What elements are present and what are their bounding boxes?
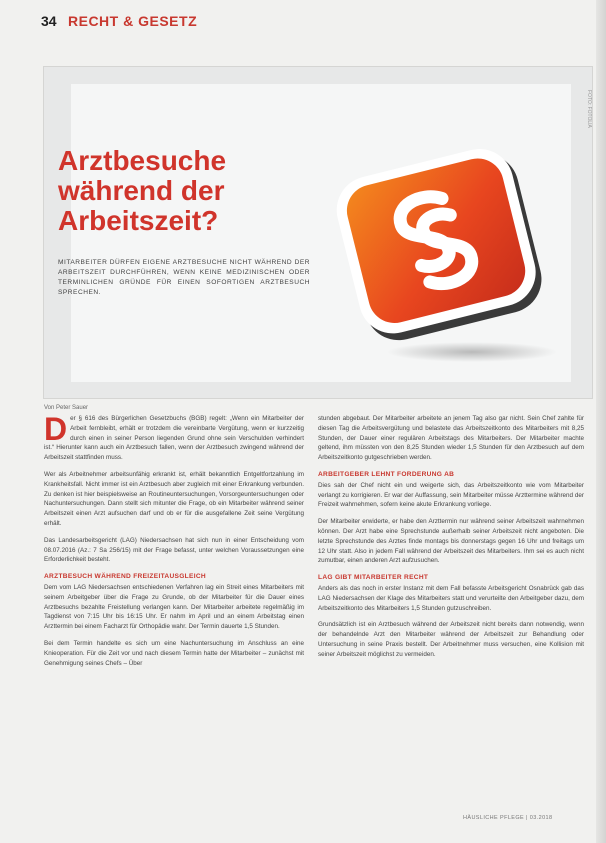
paragraph: Dem vom LAG Niedersachsen entschiedenen Verfahren lag ein Streit eines Mitarbeiters mit seinem Arbeitgeber über die Frage zu Grunde, ob der Mitarbeiter für die Dauer eines Arztbesuchs bezahlte Freistellung verlangen kann. Der Mitarbeiter arbeitete regelmäßig im Tagdienst von 7:15 Uhr bis 16:15 Uhr. Er nahm im April und an einem Arbeitstag einen Arzttermin bei einem Facharzt für Orthopädie wahr. Der Termin dauerte 1,5 Stunden. — [44, 583, 304, 631]
byline: Von Peter Sauer — [44, 405, 89, 411]
paragraph: Wer als Arbeitnehmer arbeitsunfähig erkrankt ist, erhält bekanntlich Entgeltfortzahlung im Krankheitsfall. Nicht immer ist ein Arztbesuch aber zugleich mit einer Erkrankung verbunden. Zu denken ist hier beispielsweise an Routineuntersuchungen, Vorsorgeuntersuchungen oder Nachuntersuchungen. Dann stellt sich mitunter die Frage, ob ein Mitarbeiter während seiner Arbeitszeit einen Arzt aufsuchen darf und ob er für die ausgefallene Zeit seine Vergütung erhält. — [44, 470, 304, 527]
page-edge — [596, 0, 606, 843]
article-title: Arztbesuche während der Arbeitszeit? — [58, 145, 227, 236]
page-number: 34 — [41, 13, 57, 29]
article-column-right — [318, 414, 584, 667]
article-lead: MITARBEITER DÜRFEN EIGENE ARZTBESUCHE NICHT WÄHREND DER ARBEITSZEIT DURCHFÜHREN, WENN KEINE MEDIZINISCHEN ODER TERMINLICHEN GRÜNDE FÜR EINEN SOFORTIGEN ARZTBESUCH SPRECHEN. — [58, 259, 310, 296]
photo-credit: FOTO: FOTOLIA — [586, 90, 592, 128]
page-footer: HÄUSLICHE PFLEGE | 03.2018 — [463, 815, 553, 821]
section-title: RECHT & GESETZ — [68, 13, 198, 29]
article-column-left — [44, 411, 304, 675]
subheading: ARZTBESUCH WÄHREND FREIZEITAUSGLEICH — [44, 573, 206, 581]
paragraph: Anders als das noch in erster Instanz mit dem Fall befasste Arbeitsgericht Osnabrück gab das LAG Niedersachsen der Klage des Mitarbeiters statt und verurteilte den Arbeitgeber dazu, dem Arbeitszeitkonto des Mitarbeiters 1,5 Stunden gutzuschreiben. — [318, 584, 584, 612]
paragraph: Grundsätzlich ist ein Arztbesuch während der Arbeitszeit nicht bereits dann notwendig, wenn der behandelnde Arzt den Mitarbeiter während der Arbeitszeit zur Behandlung oder Untersuchung in seine Praxis bestellt. Der Arbeitnehmer muss versuchen, eine Kollision mit seiner Arbeitszeit möglichst zu vermeiden. — [318, 621, 584, 658]
paragraph: stunden abgebaut. Der Mitarbeiter arbeitete an jenem Tag also gar nicht. Sein Chef zahlte für diesen Tag die Arbeitsvergütung und belastete das Arbeitszeitkonto des Mitarbeiters mit 8,25 Stunden, der Dauer einer regulären Arbeitstags des Mitarbeiters. Der Mitarbeiter machte geltend, ihm müssten von den 8,25 Stunden wieder 1,5 Stunden für den Arztbesuch auf dem Arbeitszeitkonto gutgeschrieben werden. — [318, 415, 584, 462]
subheading: LAG GIBT MITARBEITER RECHT — [318, 574, 429, 582]
paragraph: Der § 616 des Bürgerlichen Gesetzbuchs (BGB) regelt: „Wenn ein Mitarbeiter der Arbeit fernbleibt, erhält er trotzdem die vereinbarte Vergütung, wenn er kurzzeitig durch einen in seiner Person liegenden Grund ohne sein Verschulden verhindert ist.“ Hierunter kann auch ein Arztbesuch fallen, wenn der Arztbesuch zwingend während der Arbeitszeit stattfinden muss. — [44, 411, 304, 462]
paragraph: Der Mitarbeiter erwiderte, er habe den Arzttermin nur während seiner Arbeitszeit wahrnehmen können. Der Arzt habe eine Sprechstunde außerhalb seiner Arbeitszeit nicht angeboten. Die letzte Sprechstunde des Arztes finde montags bis donnerstags gegen 16 Uhr und freitags um 12 Uhr statt. Also in jedem Fall während der Arbeitszeit des Mitarbeiters. Ihm sei es auch nicht zumutbar, einen anderen Arzt aufzusuchen. — [318, 518, 584, 565]
dropcap: D — [44, 411, 68, 447]
paragraph-sign-icon — [322, 138, 562, 378]
paragraph: Bei dem Termin handelte es sich um eine Nachuntersuchung im Anschluss an eine Knieoperation. Für die Zeit vor und nach diesem Termin hatte der Mitarbeiter – zunächst mit Genehmigung seines Chefs – Über — [44, 639, 304, 667]
paragraph: Das Landesarbeitsgericht (LAG) Niedersachsen hat sich nun in einer Entscheidung vom 08.07.2016 (Az.: 7 Sa 256/15) mit der Frage befasst, unter welchen Voraussetzungen eine Erforderlichkeit besteht. — [44, 536, 304, 564]
subheading: ARBEITGEBER LEHNT FORDERUNG AB — [318, 470, 455, 478]
paragraph: Dies sah der Chef nicht ein und weigerte sich, das Arbeitszeitkonto wie vom Mitarbeiter verlangt zu korrigieren. Er war der Auffassung, sein Mitarbeiter müsse Arzttermine während der Freizeit wahrnehmen, sofern keine akute Erkrankung vorliege. — [318, 481, 584, 509]
